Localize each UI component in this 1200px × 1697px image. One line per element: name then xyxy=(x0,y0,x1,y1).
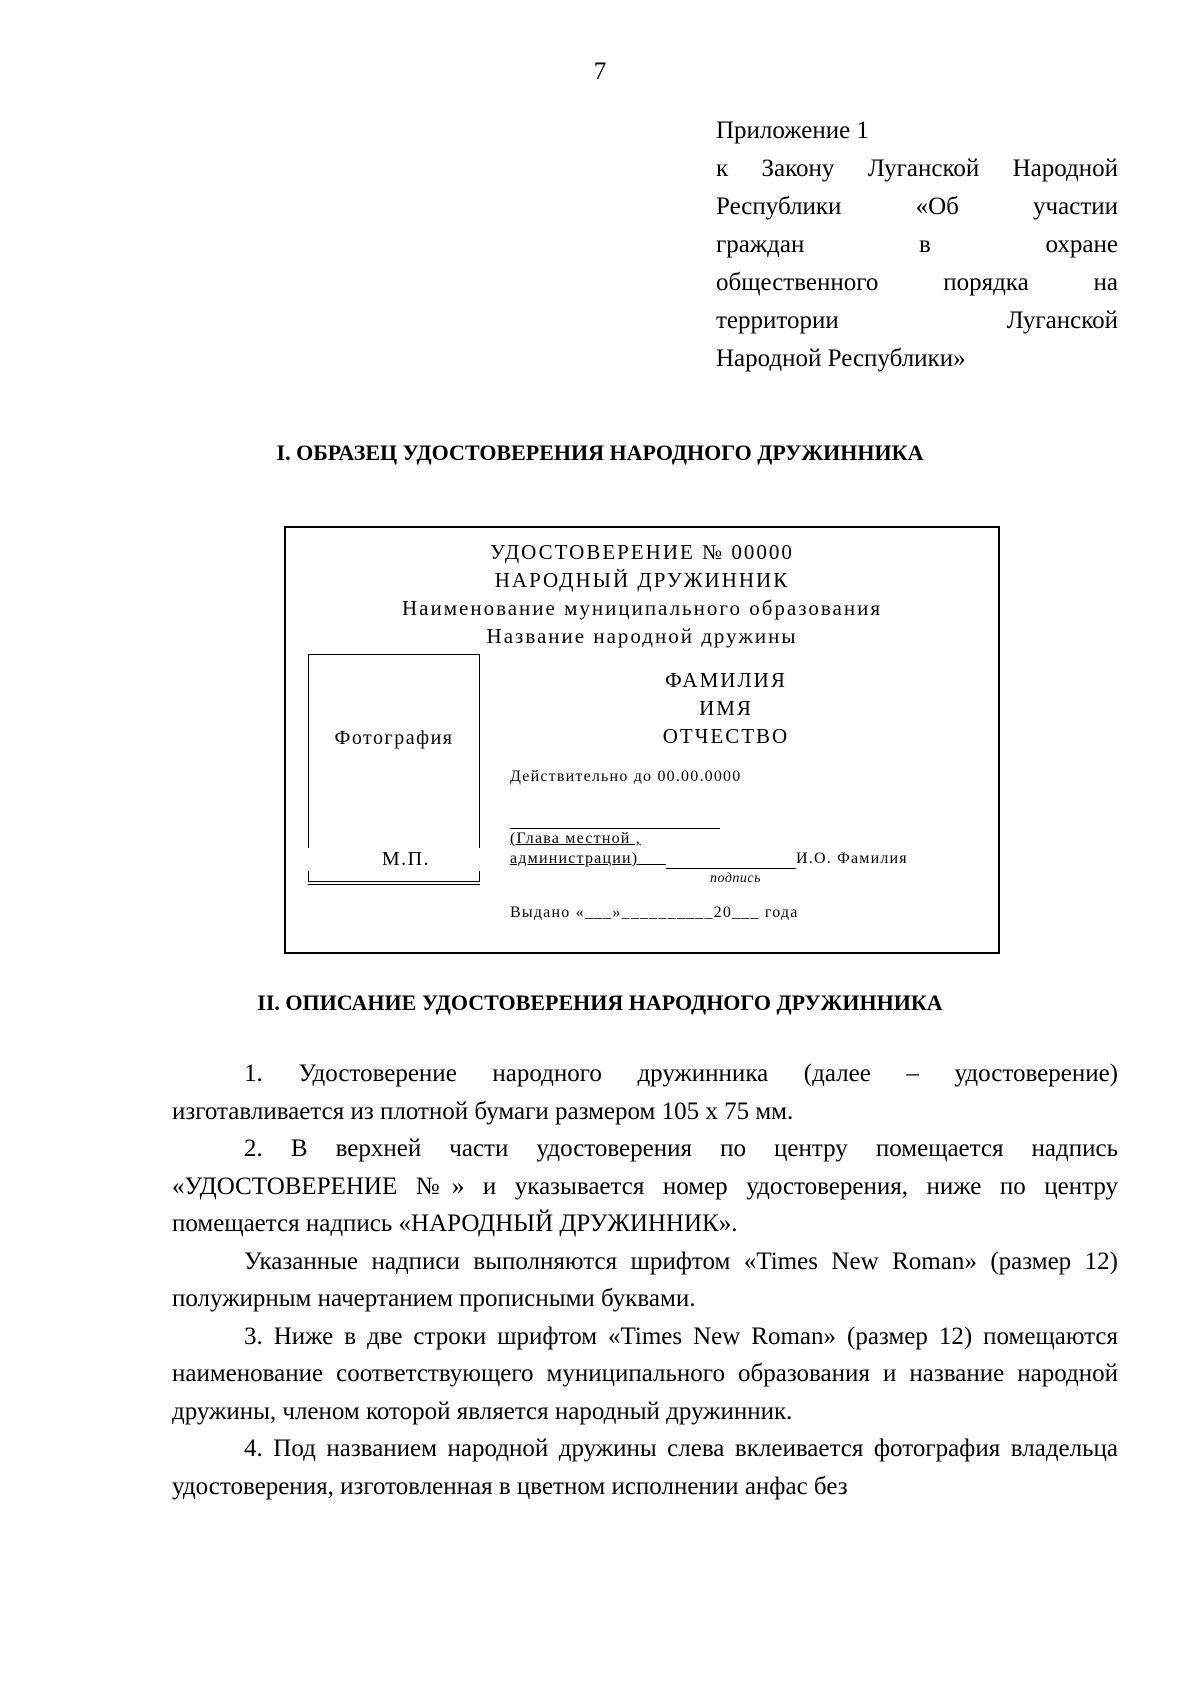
certificate-title: УДОСТОВЕРЕНИЕ № 00000 xyxy=(490,540,794,564)
page-number: 7 xyxy=(593,58,607,85)
appendix-line: Республики «Об участии xyxy=(716,193,1118,220)
section1-title: I. ОБРАЗЕЦ УДОСТОВЕРЕНИЯ НАРОДНОГО ДРУЖИННИКА xyxy=(276,440,924,465)
signer-title-line1: (Глава местной , xyxy=(510,830,641,847)
paragraph: 2. В верхней части удостоверения по центру помещается надпись «УДОСТОВЕРЕНИЕ №» и указывается номер удостоверения, ниже по центру помещается надпись «НАРОДНЫЙ ДРУЖИННИК». xyxy=(172,1135,1118,1237)
surname: ФАМИЛИЯ xyxy=(665,668,787,692)
signature-top-line xyxy=(510,828,720,829)
stamp-label: М.П. xyxy=(304,848,508,871)
valid-until: Действительно до 00.00.0000 xyxy=(510,768,742,785)
patronymic: ОТЧЕСТВО xyxy=(662,724,790,748)
appendix-line: территории Луганской xyxy=(716,307,1118,334)
paragraph: Указанные надписи выполняются шрифтом «Times New Roman» (размер 12) полужирным начертанием прописными буквами. xyxy=(172,1247,1118,1312)
full-name-block xyxy=(546,666,906,750)
appendix-line: к Закону Луганской Народной xyxy=(716,155,1118,182)
signer-name: И.О. Фамилия xyxy=(796,850,908,867)
photo-label: Фотография xyxy=(334,727,454,749)
section2-title: II. ОПИСАНИЕ УДОСТОВЕРЕНИЯ НАРОДНОГО ДРУЖИННИКА xyxy=(257,990,943,1015)
description-text xyxy=(172,1055,1118,1505)
certificate-sample xyxy=(284,526,1000,954)
stamp-line xyxy=(308,884,480,885)
appendix-line: Народной Республики» xyxy=(716,345,966,372)
issued-date: Выдано «___»__________20___ года xyxy=(510,904,799,921)
appendix-line: граждан в охране xyxy=(716,231,1118,258)
appendix-line: Приложение 1 xyxy=(716,117,869,144)
first-name: ИМЯ xyxy=(699,696,753,720)
certificate-header xyxy=(286,538,998,650)
signature-blank-line xyxy=(666,868,796,869)
squad-name: Название народной дружины xyxy=(486,624,798,648)
signer-title-line2: администрации)___ xyxy=(510,850,666,867)
appendix-block xyxy=(716,112,1118,378)
paragraph: 3. Ниже в две строки шрифтом «Times New Roman» (размер 12) помещаются наименование соответствующего муниципального образования и название народной дружины, членом которой является народный дружинник. xyxy=(172,1322,1118,1425)
paragraph: 1. Удостоверение народного дружинника (далее – удостоверение) изготавливается из плотной бумаги размером 105 х 75 мм. xyxy=(172,1060,1118,1125)
signature-caption: подпись xyxy=(710,871,761,886)
certificate-subtitle: НАРОДНЫЙ ДРУЖИННИК xyxy=(494,568,790,592)
municipality-name: Наименование муниципального образования xyxy=(402,596,882,620)
paragraph: 4. Под названием народной дружины слева вклеивается фотография владельца удостоверения, изготовленная в цветном исполнении анфас без xyxy=(172,1435,1118,1500)
appendix-line: общественного порядка на xyxy=(716,269,1118,296)
